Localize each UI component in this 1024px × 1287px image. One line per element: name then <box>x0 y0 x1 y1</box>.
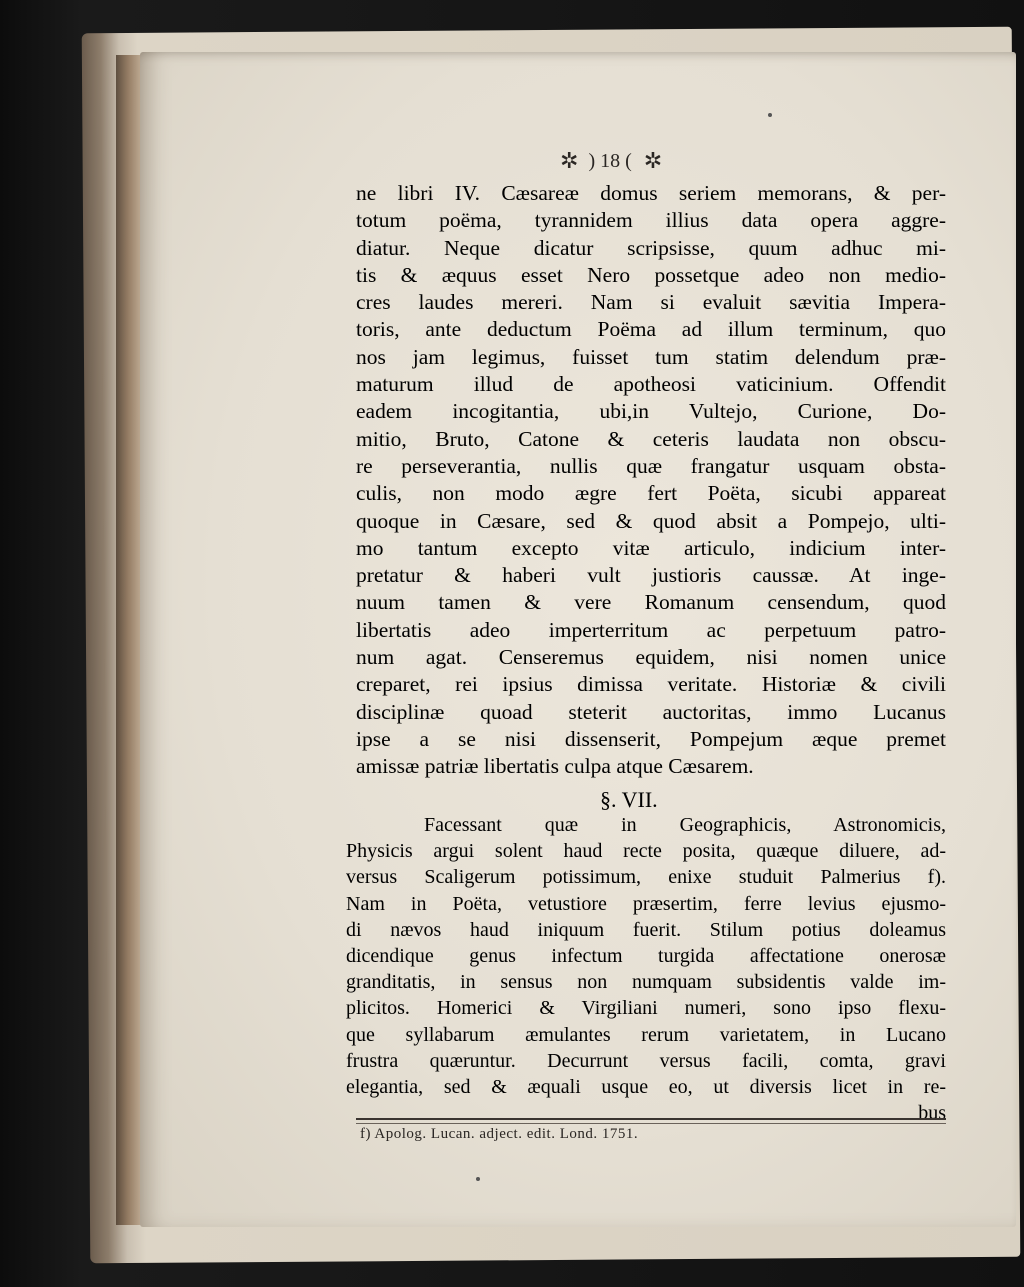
text-line: quoque in Cæsare, sed & quod absit a Pompejo, ulti- <box>356 508 946 533</box>
text-line: disciplinæ quoad steterit auctoritas, immo Lucanus <box>356 699 946 724</box>
text-line: granditatis, in sensus non numquam subsidentis valde im- <box>346 971 946 994</box>
text-line: frustra quæruntur. Decurrunt versus facili, comta, gravi <box>346 1049 946 1072</box>
text-line: eadem incogitantia, ubi,in Vultejo, Curione, Do- <box>356 399 946 424</box>
text-line: mo tantum excepto vitæ articulo, indicium inter- <box>356 535 946 560</box>
text-line: creparet, rei ipsius dimissa veritate. Historiæ & civili <box>356 672 946 697</box>
section-text <box>346 812 946 1126</box>
text-line: culis, non modo ægre fert Poëta, sicubi appareat <box>356 481 946 506</box>
body-text <box>356 180 946 781</box>
footnote-rule <box>356 1118 946 1120</box>
text-line: totum poëma, tyrannidem illius data opera aggre- <box>356 208 946 233</box>
text-line: plicitos. Homerici & Virgiliani numeri, sono ipso flexu- <box>346 997 946 1020</box>
page-header <box>560 146 740 176</box>
text-line: re perseverantia, nullis quæ frangatur usquam obsta- <box>356 453 946 478</box>
text-line: que syllabarum æmulantes rerum varietatem, in Lucano <box>346 1023 946 1046</box>
text-line: Physicis argui solent haud recte posita, quæque diluere, ad- <box>346 840 946 863</box>
text-line: nuum tamen & vere Romanum censendum, quod <box>356 590 946 615</box>
text-line: num agat. Censeremus equidem, nisi nomen unice <box>356 645 946 670</box>
text-line: libertatis adeo imperterritum ac perpetuum patro- <box>356 617 946 642</box>
text-line: tis & æquus esset Nero possetque adeo non medio- <box>356 262 946 287</box>
text-line: versus Scaligerum potissimum, enixe studuit Palmerius f). <box>346 866 946 889</box>
text-line: pretatur & haberi vult justioris caussæ. At inge- <box>356 563 946 588</box>
text-line: di nævos haud iniquum fuerit. Stilum potius doleamus <box>346 918 946 941</box>
text-line: Facessant quæ in Geographicis, Astronomicis, <box>424 814 946 836</box>
ornament-right-icon: ✲ <box>643 148 661 173</box>
text-line: cres laudes mereri. Nam si evaluit sævitia Impera- <box>356 290 946 315</box>
text-line: maturum illud de apotheosi vaticinium. Offendit <box>356 372 946 397</box>
text-line: ne libri IV. Cæsareæ domus seriem memorans, & per- <box>356 181 946 205</box>
text-line: dicendique genus infectum turgida affectatione onerosæ <box>346 945 946 968</box>
text-line: ipse a se nisi dissenserit, Pompejum æque premet <box>356 726 946 751</box>
ornament-left-icon: ✲ <box>560 148 577 173</box>
footnote-rule-thin <box>356 1123 946 1124</box>
text-line: mitio, Bruto, Catone & ceteris laudata non obscu- <box>356 426 946 451</box>
text-line: diatur. Neque dicatur scripsisse, quum adhuc mi- <box>356 235 946 260</box>
section-heading: §. VII. <box>600 787 658 812</box>
text-line: toris, ante deductum Poëma ad illum terminum, quo <box>356 317 946 342</box>
text-line: amissæ patriæ libertatis culpa atque Cæsarem. <box>356 754 754 779</box>
catchword: bus <box>918 1102 946 1125</box>
text-line: Nam in Poëta, vetustiore præsertim, ferre levius ejusmo- <box>346 892 946 915</box>
text-line: nos jam legimus, fuisset tum statim delendum præ- <box>356 344 946 369</box>
page-number: ) 18 ( <box>588 149 632 172</box>
paper-speck <box>476 1177 480 1181</box>
footnote: f) Apolog. Lucan. adject. edit. Lond. 1751. <box>360 1126 639 1142</box>
text-line: elegantia, sed & æquali usque eo, ut diversis licet in re- <box>346 1076 946 1099</box>
paper-speck <box>768 113 772 117</box>
